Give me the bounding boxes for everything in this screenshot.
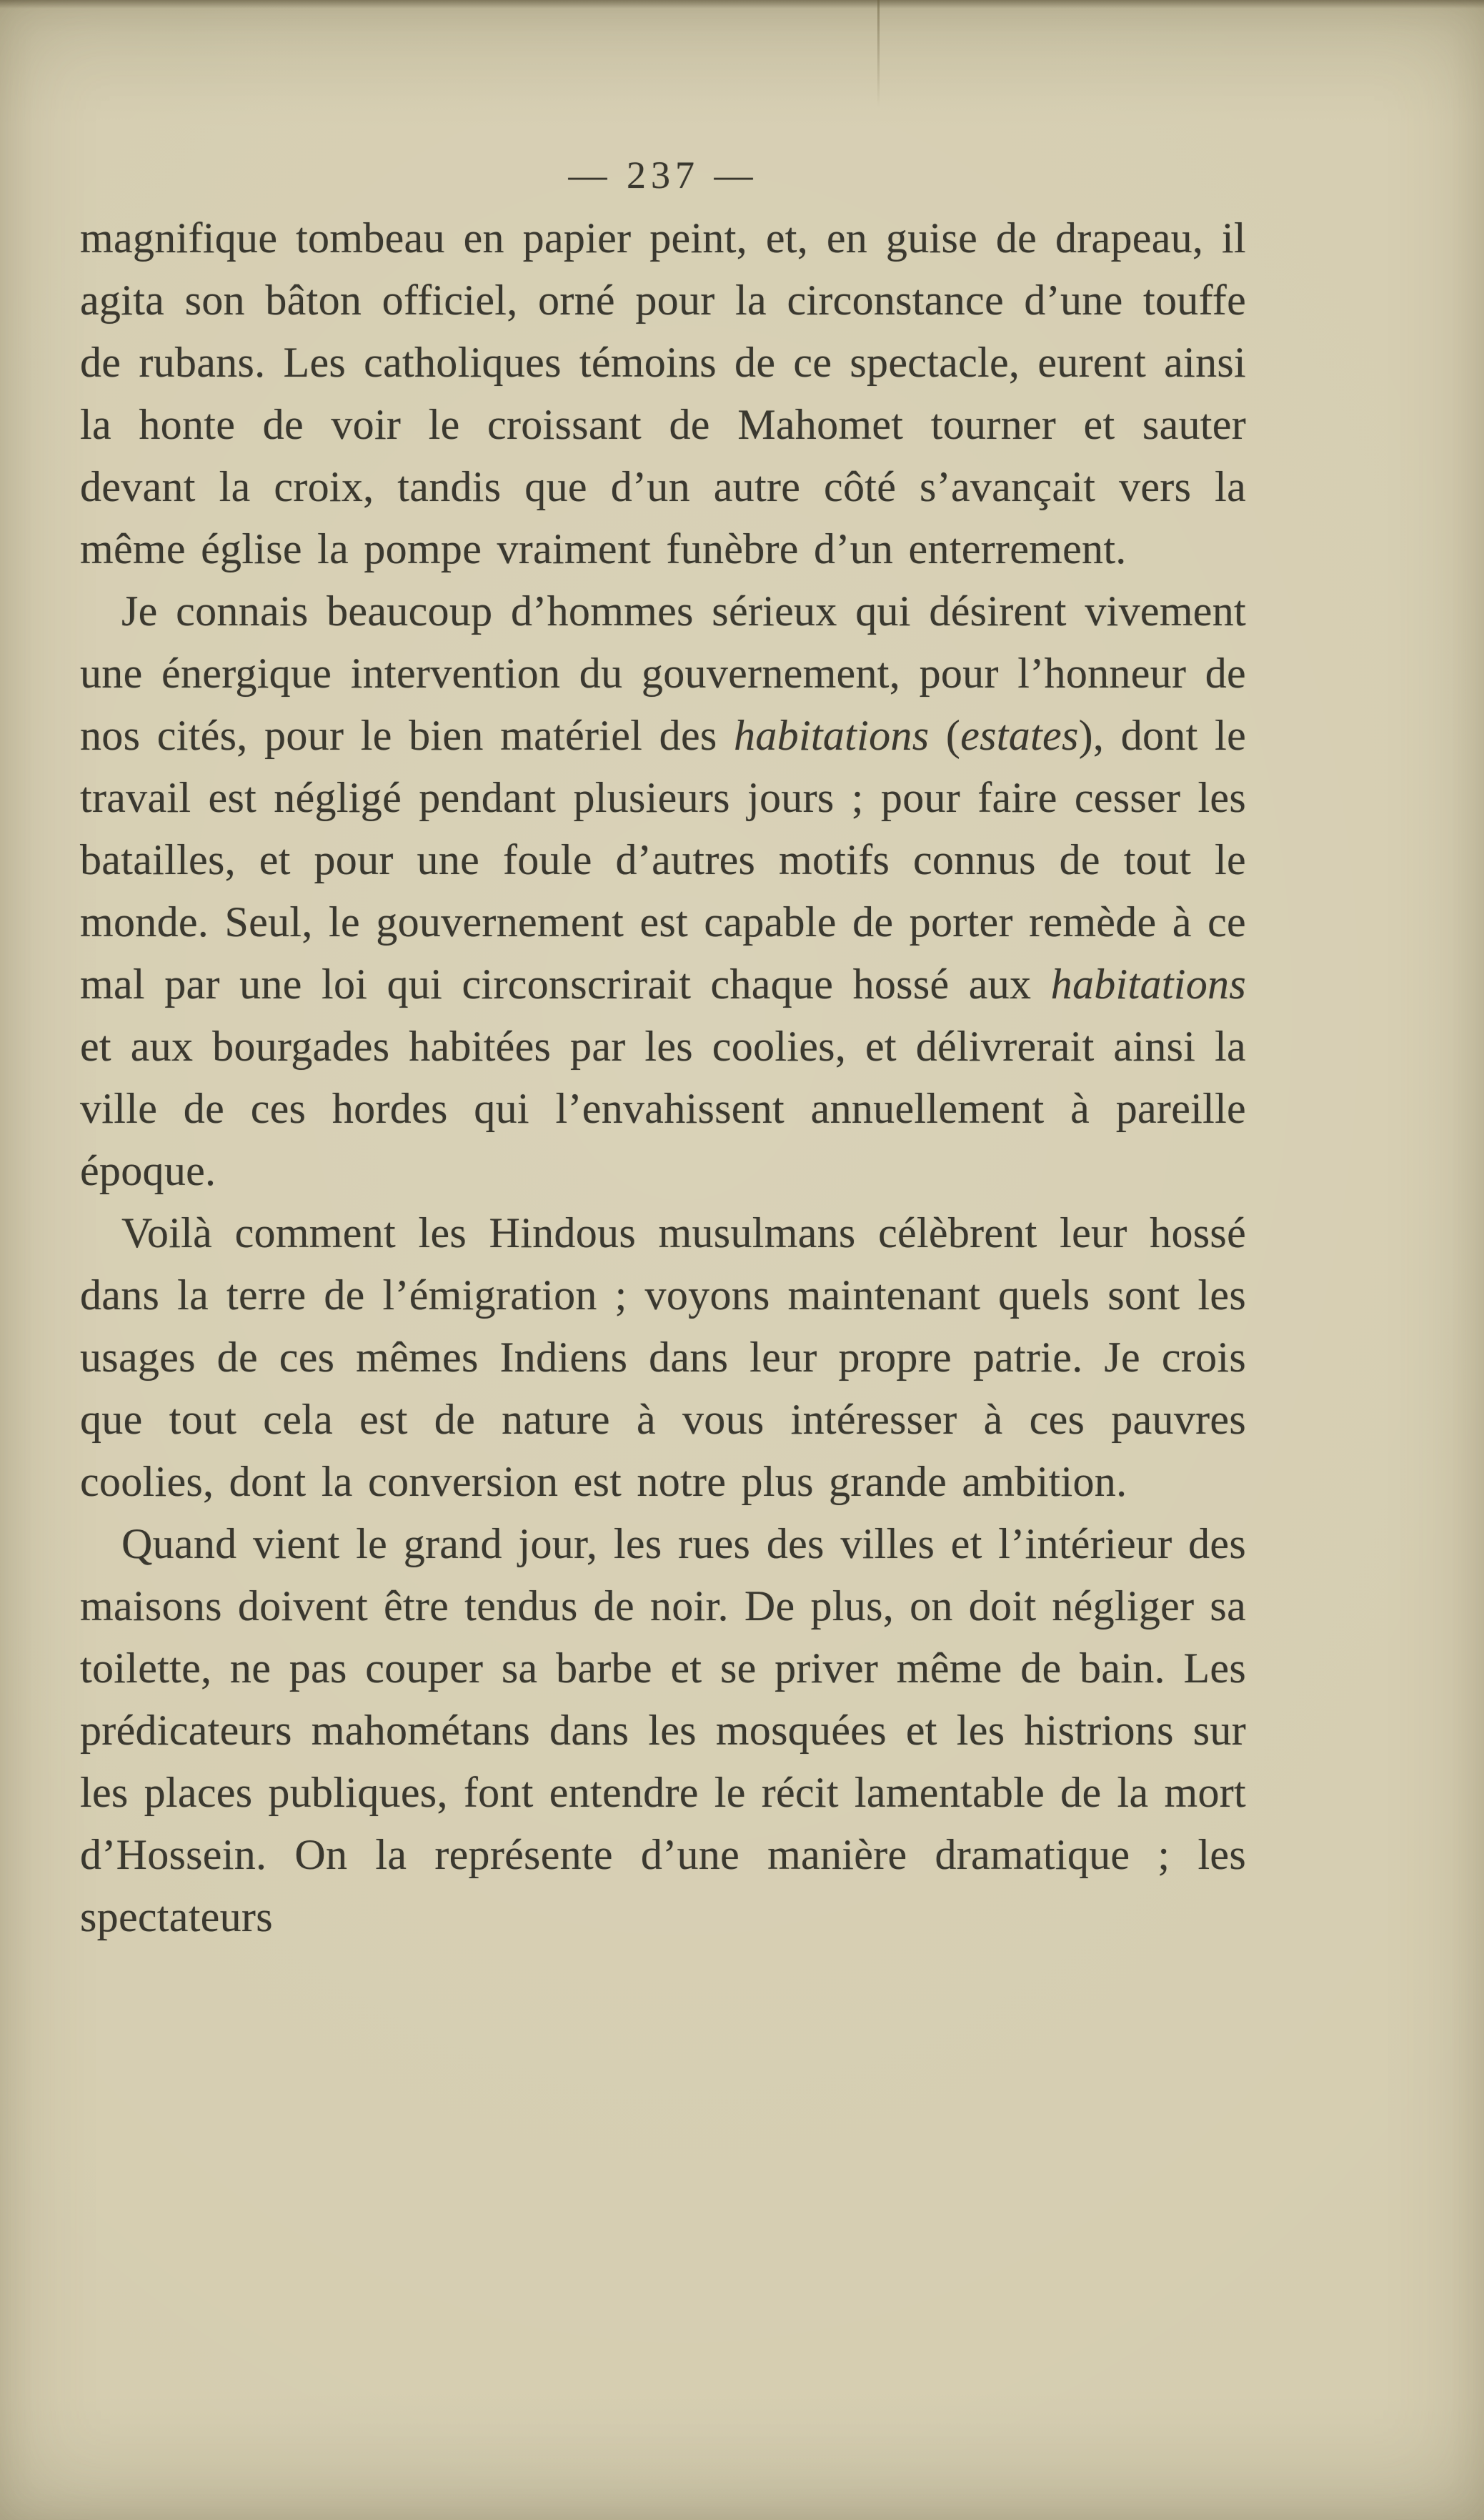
paragraph-2	[80, 580, 1246, 1202]
italic-term-habitations-1: habitations	[734, 712, 930, 759]
paragraph-2-run-4: et aux bourgades habitées par les coolies, et délivrerait ainsi la ville de ces hordes qui l’envahissent annuellement à pareille époque.	[80, 1023, 1246, 1194]
italic-term-habitations-2: habitations	[1050, 961, 1246, 1008]
page-number: — 237 —	[568, 154, 758, 197]
italic-term-estates: estates	[960, 712, 1079, 759]
paragraph-4-text: Quand vient le grand jour, les rues des villes et l’intérieur des maisons doivent être tendus de noir. De plus, on doit négliger sa toilette, ne pas couper sa barbe et se priver même de bain. Les prédicateurs mahométans dans les mosquées et les histrions sur les places publiques, font entendre le récit lamentable de la mort d’Hossein. On la représente d’une manière dramatique ; les spectateurs	[80, 1520, 1246, 1940]
paragraph-2-run-3: ), dont le travail est négligé pendant plusieurs jours ; pour faire cesser les batailles, et pour une foule d’autres motifs connus de tout le monde. Seul, le gouvernement est capable de porter remède à ce mal par une loi qui circonscrirait chaque hossé aux	[80, 712, 1246, 1008]
paragraph-1-text: magnifique tombeau en papier peint, et, en guise de drapeau, il agita son bâton officiel, orné pour la circonstance d’une touffe de rubans. Les catholiques témoins de ce spectacle, eurent ainsi la honte de voir le croissant de Mahomet tourner et sauter devant la croix, tandis que d’un autre côté s’avançait vers la même église la pompe vraiment funèbre d’un enterrement.	[80, 214, 1246, 572]
text-block	[80, 207, 1246, 1948]
paragraph-2-run-1: Je connais beaucoup d’hommes sérieux qui désirent vivement une énergique intervention du gouvernement, pour l’honneur de nos cités, pour le bien matériel des	[80, 587, 1246, 759]
paragraph-1	[80, 207, 1246, 580]
paragraph-4	[80, 1513, 1246, 1948]
paragraph-2-run-2: (	[929, 712, 961, 759]
paragraph-3	[80, 1202, 1246, 1513]
paragraph-3-text: Voilà comment les Hindous musulmans célèbrent leur hossé dans la terre de l’émigration ; voyons maintenant quels sont les usages de ces mêmes Indiens dans leur propre patrie. Je crois que tout cela est de nature à vous intéresser à ces pauvres coolies, dont la conversion est notre plus grande ambition.	[80, 1209, 1246, 1505]
scan-crease-artifact	[877, 0, 880, 107]
